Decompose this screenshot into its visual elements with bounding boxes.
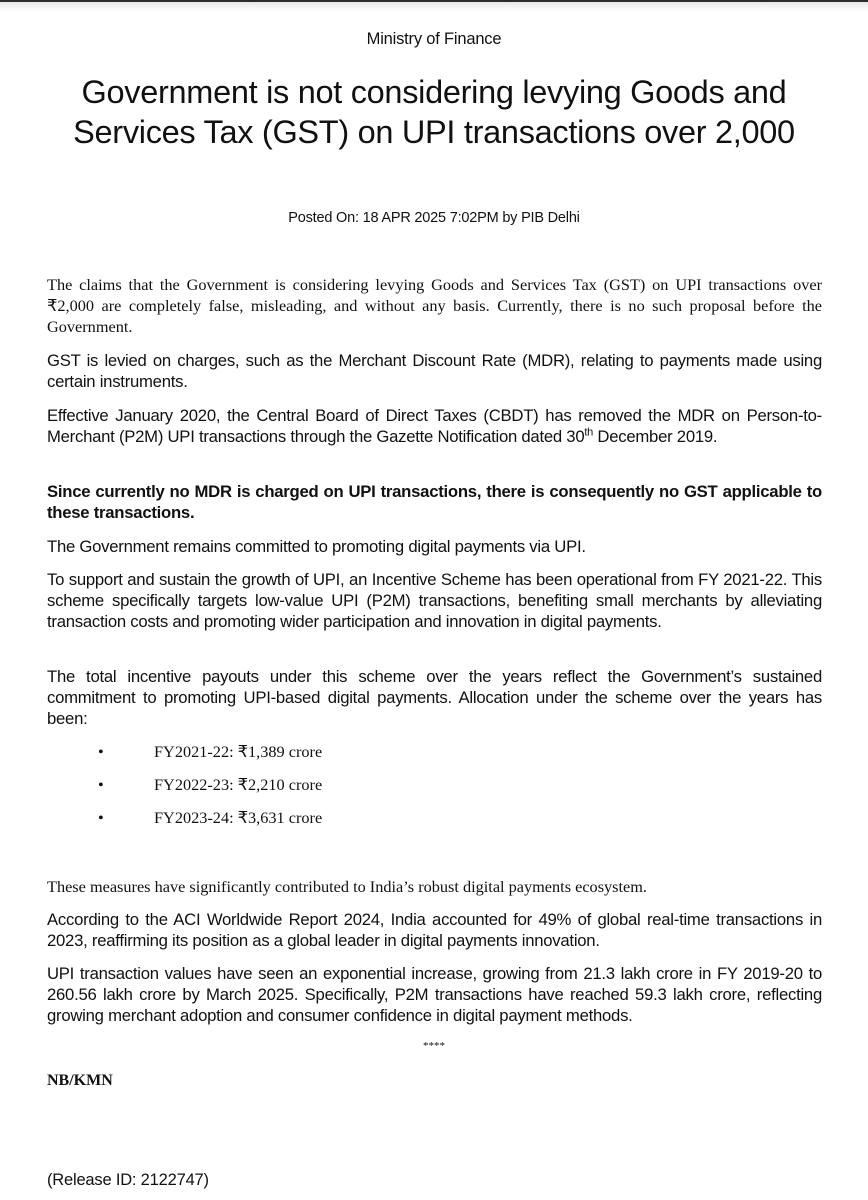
bullet-icon: •	[98, 808, 104, 827]
allocation-item	[98, 775, 322, 795]
superscript: th	[584, 426, 594, 439]
allocation-item	[98, 808, 322, 828]
paragraph-payouts: The total incentive payouts under this scheme over the years reflect the Government’s sustained commitment to promoting UPI-based digital payments. Allocation under the scheme over the years has been:	[47, 667, 822, 728]
posted-on: Posted On: 18 APR 2025 7:02PM by PIB Delhi	[288, 210, 580, 226]
bullet-icon: •	[98, 742, 104, 761]
paragraph-incentive-scheme: To support and sustain the growth of UPI, an Incentive Scheme has been operational from FY 2021-22. This scheme specifically targets low-value UPI (P2M) transactions, benefiting small merchants by alleviating transaction costs and promoting wider participation and innovation in digital payments.	[47, 570, 822, 631]
top-shadow	[0, 2, 868, 12]
paragraph-no-gst-bold: Since currently no MDR is charged on UPI transactions, there is consequently no GST applicable to these transactions.	[47, 482, 822, 522]
paragraph-mdr-removed	[47, 405, 822, 447]
signoff: NB/KMN	[47, 1072, 113, 1089]
bullet-icon: •	[98, 775, 104, 794]
text: December 2019.	[593, 427, 718, 446]
paragraph-gst-levied: GST is levied on charges, such as the Merchant Discount Rate (MDR), relating to payments made using certain instruments.	[47, 351, 822, 391]
paragraph-aci-report: According to the ACI Worldwide Report 2024, India accounted for 49% of global real-time transactions in 2023, reaffirming its position as a global leader in digital payments innovation.	[47, 910, 822, 950]
page-title: Government is not considering levying Goods and Services Tax (GST) on UPI transactions over 2,000	[73, 74, 795, 150]
allocation-text: FY2021-22: ₹1,389 crore	[154, 742, 323, 761]
release-id: (Release ID: 2122747)	[47, 1171, 209, 1189]
paragraph-upi-growth: UPI transaction values have seen an exponential increase, growing from 21.3 lakh crore in FY 2019-20 to 260.56 lakh crore by March 2025. Specifically, P2M transactions have reached 59.3 lakh crore, reflecting growing merchant adoption and consumer confidence in digital payment methods.	[47, 964, 822, 1025]
ministry-name: Ministry of Finance	[366, 30, 502, 48]
allocation-text: FY2023-24: ₹3,631 crore	[154, 808, 323, 827]
separator: ****	[423, 1040, 445, 1052]
allocation-text: FY2022-23: ₹2,210 crore	[154, 775, 323, 794]
paragraph-measures: These measures have significantly contributed to India’s robust digital payments ecosystem.	[47, 877, 647, 896]
paragraph-commitment: The Government remains committed to promoting digital payments via UPI.	[47, 537, 586, 556]
paragraph-claims: The claims that the Government is considering levying Goods and Services Tax (GST) on UPI transactions over ₹2,000 are completely false, misleading, and without any basis. Currently, there is no such proposal before the Government.	[47, 275, 822, 336]
allocation-item	[98, 742, 322, 762]
text: Effective January 2020, the Central Board of Direct Taxes (CBDT) has removed the MDR on Person-to-Merchant (P2M) UPI transactions through the Gazette Notification dated 30	[47, 406, 822, 446]
